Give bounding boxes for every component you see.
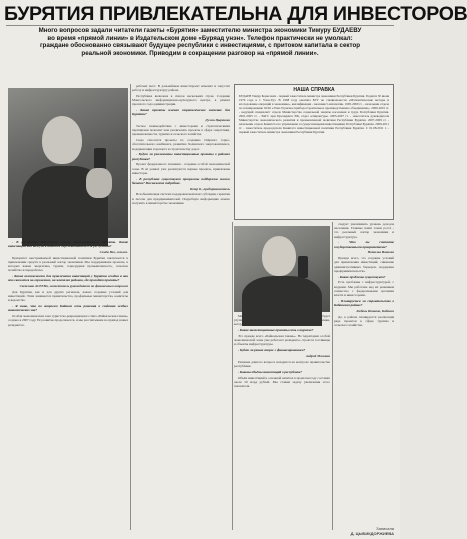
col3-paragraph-0: Мы надеемся на то, что инвестиционный климат в Бурятии будет улучшаться. Создан инвестиционный совет при Главе республики, который рассматривает важнейшие проекты. [234,314,330,327]
col2-paragraph-3: Дулма Цыренова [205,118,230,123]
col2-paragraph-7: Проект федерального значения - создание особой экономической зоны. В её рамках уже реализуются первые проекты, привлечены инвесторы. [132,162,230,175]
column-rule-3 [332,222,333,530]
col1-paragraph-1: Семён Вах, сельхоз. [99,250,128,254]
col3-paragraph-6: - Каковы объёмы инвестиций в республике? [238,369,302,374]
col3-paragraph-4: Андрей Москвин [305,354,330,358]
col1-paragraph-3: - Какие возможности для привлечения инвестиций у Бурятии сегодня и как это скажется на горожанах, на жителях районов, где проходят проекты? [8,274,128,283]
bio-box [234,84,394,220]
col2-paragraph-2: - Какие проекты имеют стратегическое значение для Бурятии? [132,108,230,117]
col3-paragraph-2: Это прежде всего «Байкальская гавань». На территории особой экономической зоны уже работают резиденты, строятся гостиницы и объекты инфраструктуры. [234,334,330,347]
bio-text: БУДАЕВ Тимур Борисович - первый заместитель министра экономики Республики Бурятия. Родился 30 июня 1976 года в г. Улан-Удэ. В 1998 году окончил БГУ по специальности «Математические методы и исследование операций в экономике», квалификация - экономист-математик. 1995-2000 гг. - начальник отдела по планированию ООО «Улан-Удэнское приборостроительное производственное объединение». 2000-2001 гг. - ведущий специалист отдела Министерства социальной защиты населения и труда Республики Бурятия. 2001-2005 гг. - РАГС при Президенте РФ, отдел аспирантуры. 2005-2007 гг. - заместитель руководителя Министерства экономического развития и промышленной политики Республики Бурятия. 2007-2009 гг. - начальник отдела Комитета по управлению государственными инвестициями Республики Бурятия. 2009-2011 гг. - заместитель председателя Комитета инвестиционной политики Республики Бурятия. С 01.08.2011 г. - первый заместитель министра экономики Республики Бурятия. [239,94,389,134]
byline [351,526,394,536]
column-rule-1 [130,84,131,530]
col3-paragraph-1: - Какие инвестиционные проекты есть в туризме? [238,328,314,333]
col3-paragraph-7: Объём инвестиций в основной капитал в прошлом году составил около 50 млрд рублей. Мы ставим задачу увеличения этого показателя. [234,375,330,388]
col4-paragraph-5: Есть проблемы с инфраструктурой, с кадрами. Мы работаем над их решением совместно с федеральными органами власти и инвесторами. [334,280,394,298]
col2-paragraph-5: Сюда относятся проекты по созданию Озёрного горно-обогатительного комбината, развитию Холинского энергокомплекса, модернизации аэропорта и строительству дорог. [132,138,230,151]
photo-hand [86,168,112,198]
col1-paragraph-4: Светлана АСЕЕВА, заместитель руководителя по финансовым вопросам [19,284,128,289]
headline-rule [6,25,394,26]
article-column-1 [8,240,128,530]
col3-paragraph-3: - Будет ли решен вопрос с финансированием? [238,348,306,353]
byline-label: Записала [376,526,394,531]
col2-paragraph-9: Петр Б., предприниматель [189,186,230,191]
col4-paragraph-4: - Какие проблемы существуют? [338,274,386,279]
col2-paragraph-6: - Будут ли реализованы инвестиционные проекты в районах республики? [132,152,230,161]
photo-head [42,116,82,164]
col4-paragraph-8: Да, в районе планируется реализация ряда проектов в сфере туризма и сельского хозяйства. [334,314,394,328]
photo-official-on-phone [8,88,128,238]
col1-paragraph-2: Приоритет выстраиваемой инвестиционной политики Бурятии заключается в привлечении средств в реальный сектор экономики. Мы поддерживаем проекты, в которых важна энергетика, туризм, горнорудная промышленность, сельское хозяйство и переработка. [8,255,128,273]
col1-paragraph-6: - Я знаю, что по вопросам Байкала есть решения о создании особых экономических зон? [8,304,128,313]
col4-paragraph-1: - Что вы считаете государственными приоритетами? [334,240,394,249]
article-column-4 [334,222,394,520]
byline-name: Д. ЦЫБИКДОРЖИЕВА [350,531,394,536]
col2-paragraph-4: Тесное взаимодействие с инвесторами и стратегическими партнёрами позволит нам реализовать проекты в сфере энергетики, промышленности, туризма и сельского хозяйства. [132,124,230,137]
col2-paragraph-1: Республика включена в список нескольких стран. Создание Монгольского информационно-культурного центра, в рамках прошлого года администрации. [132,94,230,107]
photo2-head [262,236,296,276]
col1-paragraph-7: Особая экономическая зона туристско-рекреационного типа «Байкальская гавань» создана в 2007 году. Её развитие продолжается, и мы рассчитываем на приход новых резидентов. [8,314,128,327]
bio-title: НАША СПРАВКА [293,87,335,93]
phone2-icon [298,256,308,278]
col4-paragraph-0: следует увеличивать уровень доходов населения. Главные наши точки роста - это реальный сектор экономики и инфраструктура. [334,222,394,239]
col3-paragraph-5: Решение данного вопроса находится на контроле правительства республики. [234,359,330,368]
headline: БУРЯТИЯ ПРИВЛЕКАТЕЛЬНА ДЛЯ ИНВЕСТОРОВ [4,3,467,25]
col2-paragraph-8: - В республике существуют программы поддержки малого бизнеса? Расскажите подробнее. [132,176,230,185]
col1-paragraph-0: - В республике действуют многие инвестиционные проекты. Какие инвестиции вам кажутся наиболее перспективными для республики? [8,240,128,249]
article-column-2 [132,84,230,530]
col4-paragraph-7: Любовь Иванова, Кабанск [356,308,394,313]
col4-paragraph-3: Прежде всего, это создание условий для привлечения инвестиций, снижение административных барьеров, поддержка предпринимательства. [334,256,394,273]
col4-paragraph-2: Наталья Иванова [367,250,394,255]
col1-paragraph-5: Для Бурятии, как и для других регионов, важно создание условий для инвестиций. Этим занимается правительство, профильные министерства, комитеты и ведомства. [8,290,128,303]
photo-official-on-phone-2 [234,226,330,312]
article-column-3 [234,314,330,530]
column-rule-2 [232,222,233,530]
col2-paragraph-10: Всеобъемлющая система поддержки включает субсидии, гарантии и льготы для предпринимателей. Подробную информацию можно получить в министерстве экономики. [132,192,230,205]
col4-paragraph-6: - Планируется ли строительство в Кабанском районе? [334,298,394,308]
lead-paragraph: Много вопросов задали читатели газеты «Бурятия» заместителю министра экономики Тимуру БУДАЕВУ во время «прямой линии» в Издательском доме «Буряад унэн». Телефон практически не умолкал: граждане обоснованно связывают будущее республики с инвестициями, с притоком капитала в сектор реальной экономики. Приводим в сокращении разговор на «прямой линии». [38,27,362,57]
col2-paragraph-0: рабочих мест. В дальнейшем инвестпроект изменит и запустит работу и инфраструктуру района. [132,84,230,93]
